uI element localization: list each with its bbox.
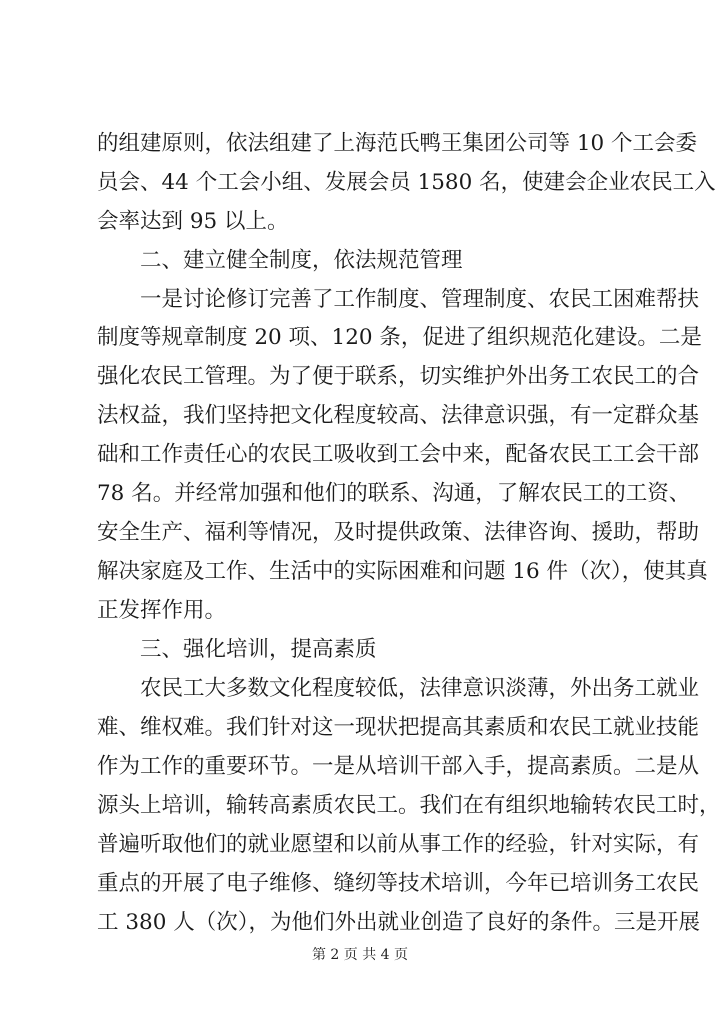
body-text-line: 78 名。并经常加强和他们的联系、沟通，了解农民工的工资、 xyxy=(97,481,691,506)
body-text-line: 法权益，我们坚持把文化程度较高、法律意识强，有一定群众基 xyxy=(97,403,700,428)
body-text-line: 础和工作责任心的农民工吸收到工会中来，配备农民工工会干部 xyxy=(97,442,700,467)
body-text-line: 的组建原则，依法组建了上海范氏鸭王集团公司等 10 个工会委 xyxy=(97,131,698,156)
body-text-line: 重点的开展了电子维修、缝纫等技术培训，今年已培训务工农民 xyxy=(97,871,700,896)
body-text-line: 正发挥作用。 xyxy=(97,598,227,623)
body-text-line: 解决家庭及工作、生活中的实际困难和问题 16 件（次），使其真 xyxy=(97,559,708,584)
body-text-line: 会率达到 95 以上。 xyxy=(97,209,289,234)
body-text-line: 普遍听取他们的就业愿望和以前从事工作的经验，针对实际，有 xyxy=(97,832,700,857)
body-text-line: 一是讨论修订完善了工作制度、管理制度、农民工困难帮扶 xyxy=(140,287,700,312)
body-text-line: 农民工大多数文化程度较低，法律意识淡薄，外出务工就业 xyxy=(140,676,700,701)
body-text-line: 源头上培训，输转高素质农民工。我们在有组织地输转农民工时， xyxy=(97,793,721,818)
section-heading: 三、强化培训，提高素质 xyxy=(140,637,377,662)
body-text-line: 工 380 人（次），为他们外出就业创造了良好的条件。三是开展 xyxy=(97,910,700,935)
body-text-line: 强化农民工管理。为了便于联系，切实维护外出务工农民工的合 xyxy=(97,364,700,389)
body-text-line: 制度等规章制度 20 项、120 条，促进了组织规范化建设。二是 xyxy=(97,325,702,350)
section-heading: 二、建立健全制度，依法规范管理 xyxy=(140,248,463,273)
body-text-line: 作为工作的重要环节。一是从培训干部入手，提高素质。二是从 xyxy=(97,754,700,779)
body-text-line: 员会、44 个工会小组、发展会员 1580 名，使建会企业农民工入 xyxy=(97,170,716,195)
body-text-line: 安全生产、福利等情况，及时提供政策、法律咨询、援助，帮助 xyxy=(97,520,700,545)
body-text-line: 难、维权难。我们针对这一现状把提高其素质和农民工就业技能 xyxy=(97,715,700,740)
page-number-footer: 第 2 页 共 4 页 xyxy=(311,947,409,963)
